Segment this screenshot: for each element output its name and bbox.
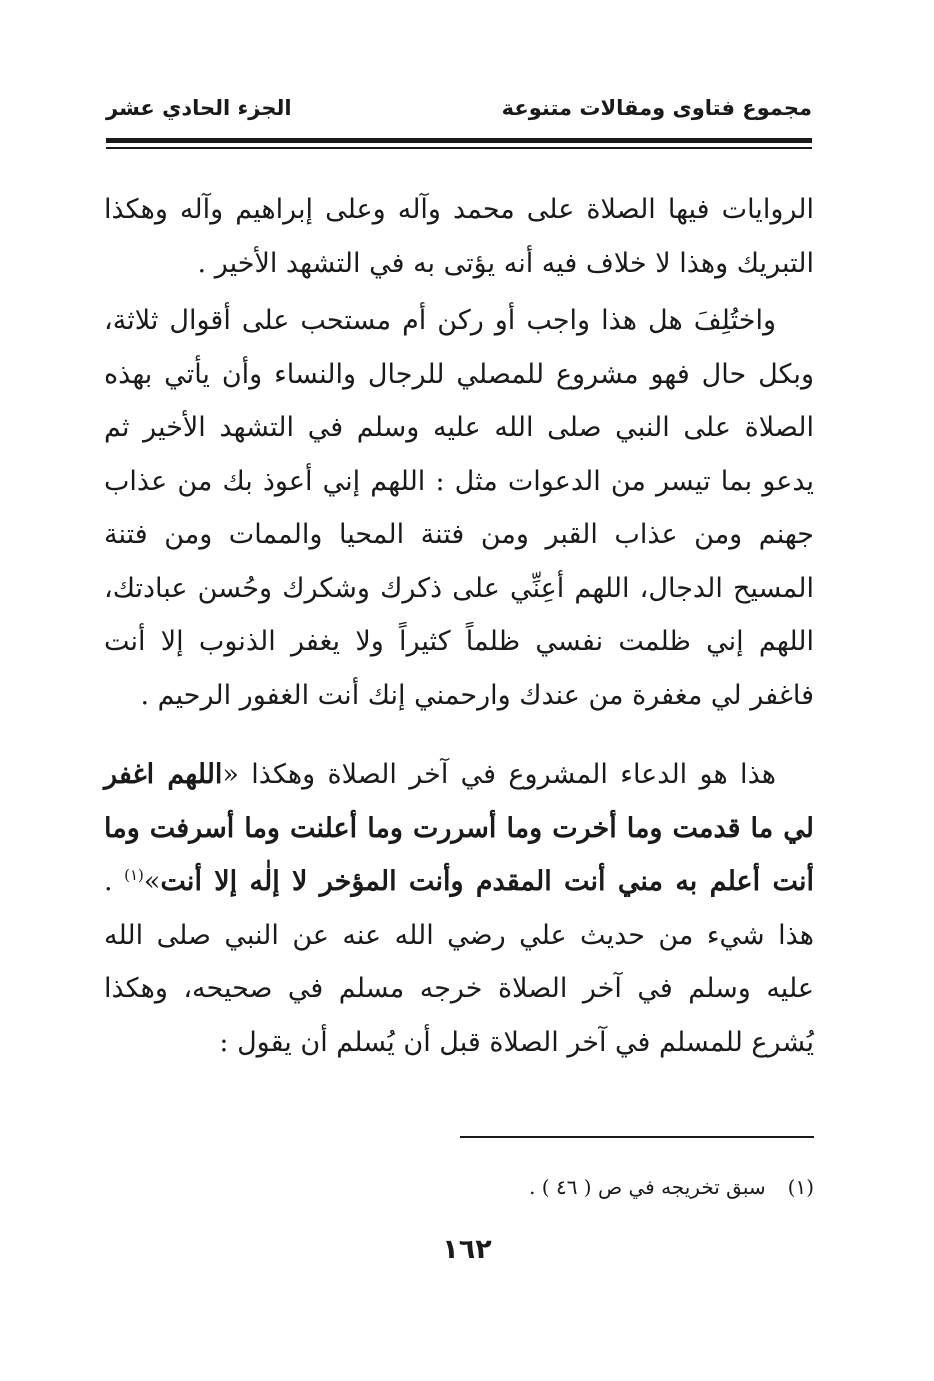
paragraph-3-rest: . هذا شيء من حديث علي رضي الله عنه عن النبي صلى الله عليه وسلم في آخر الصلاة خرجه مسلم في صحيحه، وهكذا يُشرع للمسلم في آخر الصلاة قبل أن يُسلم أن يقول : [104, 866, 814, 1058]
running-header [106, 92, 812, 132]
quote-close-mark: » [143, 866, 161, 897]
footnote-text: سبق تخريجه في ص ( ٤٦ ) . [529, 1175, 766, 1199]
page-number: ١٦٢ [442, 1234, 492, 1265]
body-text [104, 183, 814, 1069]
paragraph-3 [104, 748, 814, 1069]
paragraph-2-text: واختُلِفَ هل هذا واجب أو ركن أم مستحب على أقوال ثلاثة، وبكل حال فهو مشروع للمصلي للرجال والنساء وأن يأتي بهذه الصلاة على النبي صلى الله عليه وسلم في التشهد الأخير ثم يدعو بما تيسر من الدعوات مثل : اللهم إني أعوذ بك من عذاب جهنم ومن عذاب القبر ومن فتنة المحيا والممات ومن فتنة المسيح الدجال، اللهم أعِنِّي على ذكرك وشكرك وحُسن عبادتك، اللهم إني ظلمت نفسي ظلماً كثيراً ولا يغفر الذنوب إلا أنت فاغفر لي مغفرة من عندك وارحمني إنك أنت الغفور الرحيم . [104, 305, 814, 711]
volume-label: الجزء الحادي عشر [106, 96, 292, 120]
book-title: مجموع فتاوى ومقالات متنوعة [501, 96, 812, 120]
footnote [529, 1175, 814, 1199]
paragraph-2 [104, 294, 814, 722]
paragraph-3-intro: هذا هو الدعاء المشروع في آخر الصلاة وهكذا « [222, 759, 776, 790]
footnote-reference: (١) [124, 866, 144, 884]
paragraph-1: الروايات فيها الصلاة على محمد وآله وعلى إبراهيم وآله وهكذا التبريك وهذا لا خلاف فيه أنه يؤتى به في التشهد الأخير . [104, 194, 814, 279]
header-rule-thin [106, 147, 812, 149]
footnote-number: (١) [787, 1175, 814, 1199]
hadith-quote: اللهم اغفر لي ما قدمت وما أخرت وما أسررت وما أعلنت وما أسرفت وما أنت أعلم به مني أنت المقدم وأنت المؤخر لا إلٰه إلا أنت [104, 759, 814, 897]
footnote-divider [460, 1136, 814, 1138]
header-rule-thick [106, 138, 812, 143]
